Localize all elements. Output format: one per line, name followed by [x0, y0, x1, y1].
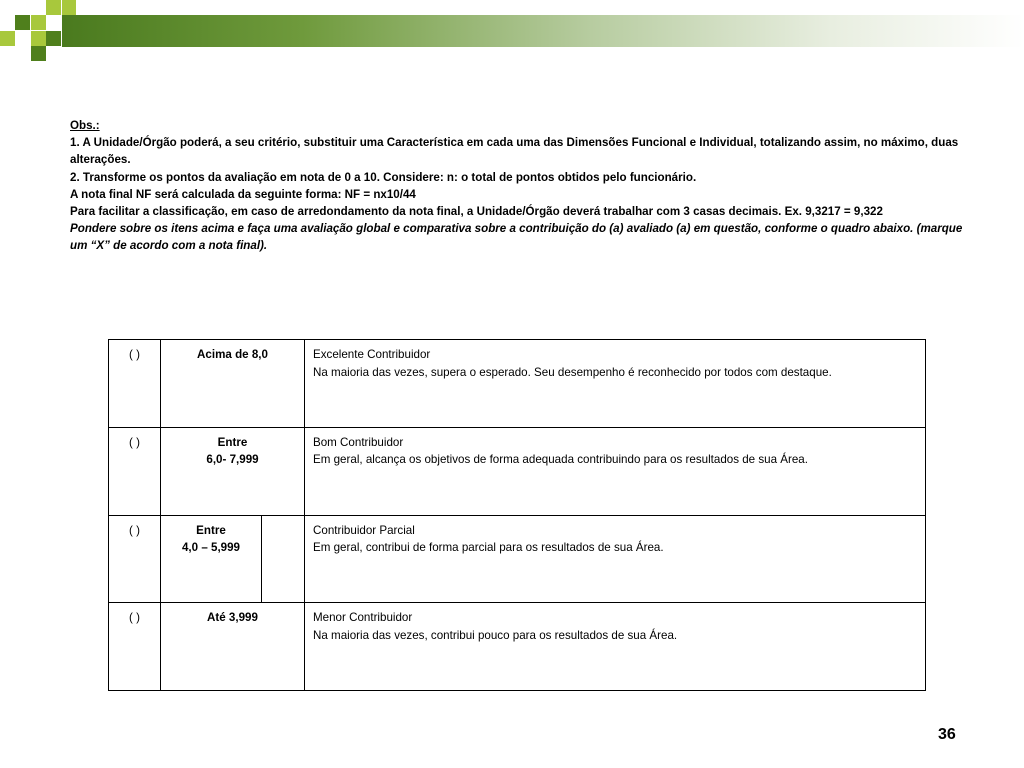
- rating-description: [305, 340, 926, 428]
- observations-block: [70, 117, 970, 255]
- table-row: [109, 603, 926, 691]
- score-range: Até 3,999: [161, 603, 305, 691]
- score-range: Acima de 8,0: [161, 340, 305, 428]
- page-number: 36: [938, 726, 956, 743]
- obs-title: Obs.:: [70, 119, 100, 132]
- obs-line-5: Pondere sobre os itens acima e faça uma avaliação global e comparativa sobre a contribuição do (a) avaliado (a) em questão, conforme o quadro abaixo. (marque um “X” de acordo com a nota final).: [70, 222, 963, 253]
- score-range: Entre 4,0 – 5,999: [161, 515, 262, 603]
- rating-description: [305, 603, 926, 691]
- rating-checkbox[interactable]: ( ): [109, 515, 161, 603]
- header-gradient-bar: [62, 15, 1024, 47]
- rating-description: [305, 427, 926, 515]
- obs-line-1: 1. A Unidade/Órgão poderá, a seu critério, substituir uma Característica em cada uma das Dimensões Funcional e Individual, totalizando assim, no máximo, duas alterações.: [70, 136, 959, 167]
- rating-title: Contribuidor Parcial: [313, 523, 415, 537]
- rating-text: Na maioria das vezes, supera o esperado. Seu desempenho é reconhecido por todos com destaque.: [313, 365, 832, 379]
- rating-title: Excelente Contribuidor: [313, 348, 431, 361]
- rating-title: Bom Contribuidor: [313, 435, 404, 449]
- table-row: [109, 427, 926, 515]
- rating-title: Menor Contribuidor: [313, 611, 413, 625]
- rating-text: Em geral, alcança os objetivos de forma adequada contribuindo para os resultados de sua Área.: [313, 453, 808, 467]
- rating-checkbox[interactable]: ( ): [109, 603, 161, 691]
- rating-description: [305, 515, 926, 603]
- rating-text: Na maioria das vezes, contribui pouco para os resultados de sua Área.: [313, 628, 678, 642]
- rating-text: Em geral, contribui de forma parcial para os resultados de sua Área.: [313, 541, 664, 554]
- obs-line-3: A nota final NF será calculada da seguinte forma: NF = nx10/44: [70, 187, 416, 201]
- table-row: [109, 340, 926, 428]
- score-range: Entre 6,0- 7,999: [161, 427, 305, 515]
- rating-checkbox[interactable]: ( ): [109, 427, 161, 515]
- rating-checkbox[interactable]: ( ): [109, 340, 161, 428]
- empty-cell: [262, 515, 305, 603]
- obs-line-4: Para facilitar a classificação, em caso de arredondamento da nota final, a Unidade/Órgão deverá trabalhar com 3 casas decimais. Ex. 9,3217 = 9,322: [70, 205, 883, 219]
- evaluation-table: [108, 339, 926, 691]
- table-row: [109, 515, 926, 603]
- obs-line-2: 2. Transforme os pontos da avaliação em nota de 0 a 10. Considere: n: o total de pontos obtidos pelo funcionário.: [70, 170, 697, 184]
